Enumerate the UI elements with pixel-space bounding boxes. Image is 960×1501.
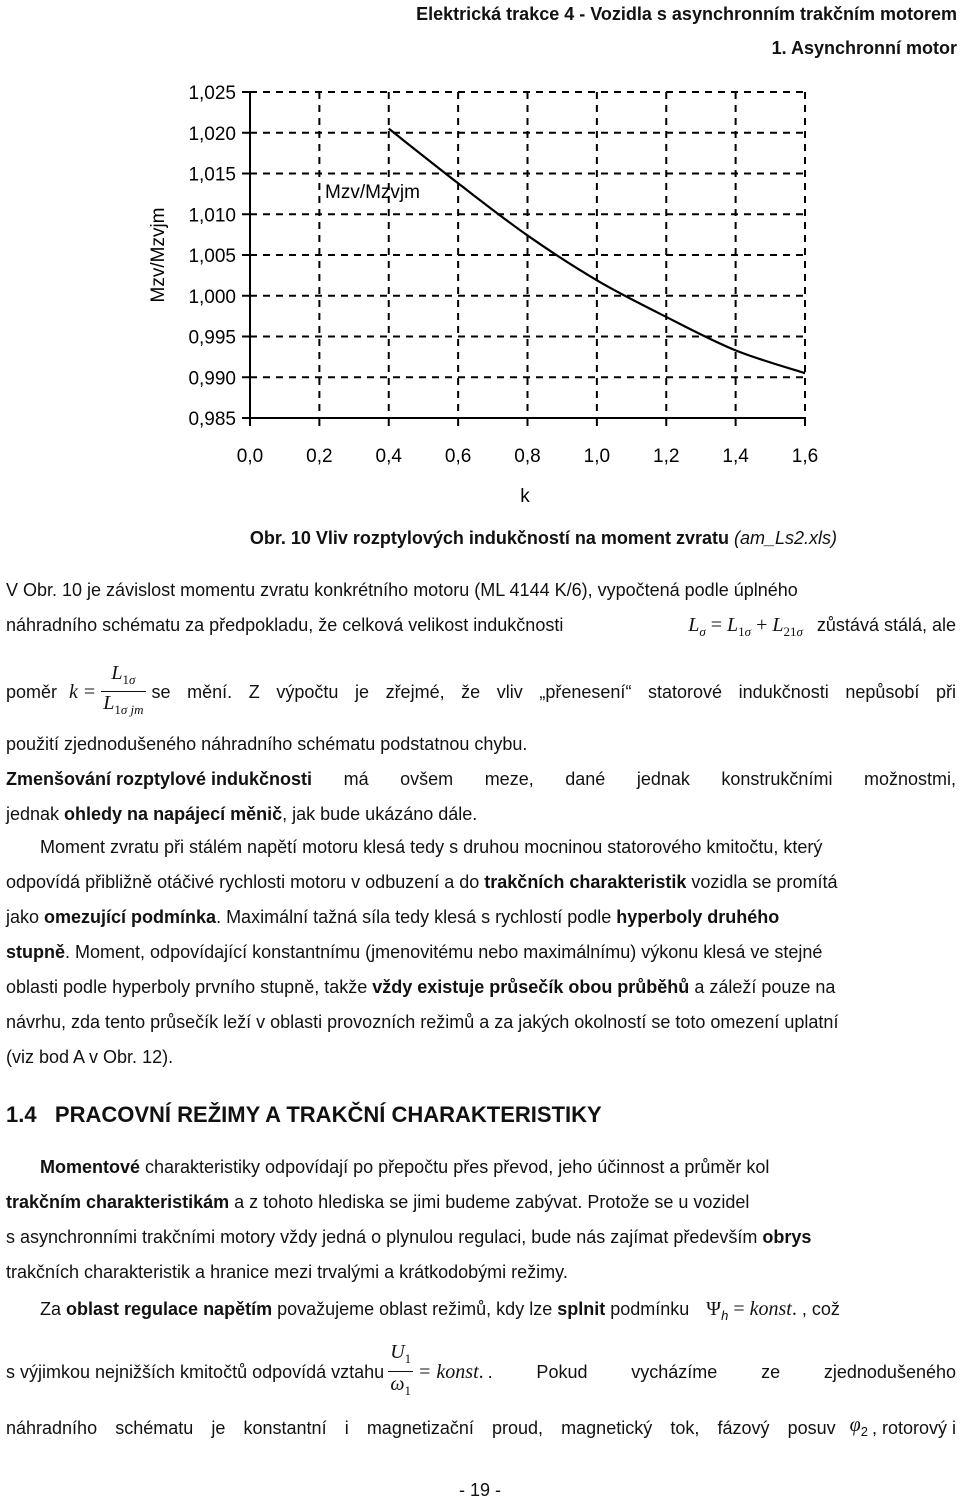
x-tick-label: 1,6	[791, 446, 819, 467]
y-tick-label: 1,025	[188, 83, 236, 104]
header-title: Elektrická trakce 4 - Vozidla s asynchronním trakčním motorem	[416, 4, 957, 24]
p1-line-3b: se mění. Z výpočtu je zřejmé, že vliv „přenesení“ statorové indukčnosti nepůsobí při	[151, 681, 956, 702]
p5-l2b: . Pokud vycházíme ze zjednodušeného	[487, 1361, 956, 1382]
p1-line-4: použití zjednodušeného náhradního schématu podstatnou chybu.	[6, 734, 528, 754]
p3-l4b: . Moment, odpovídající konstantnímu (jmenovitému nebo maximálnímu) výkonu klesá ve stejné	[65, 942, 823, 962]
paragraph-1	[6, 573, 956, 649]
p3-l2c: vozidla se promítá	[686, 872, 838, 892]
figure-caption	[0, 528, 960, 549]
p4-line-3	[6, 1220, 956, 1255]
p5-line-2	[6, 1340, 956, 1403]
y-tick-label: 0,985	[188, 409, 236, 430]
p5-l1b: oblast regulace napětím	[66, 1299, 273, 1319]
p3-line-7: (viz bod A v Obr. 12).	[6, 1047, 174, 1067]
p3-line-1: Moment zvratu při stálém napětí motoru klesá tedy s druhou mocninou statorového kmitočtu, který	[40, 837, 823, 857]
y-tick-label: 1,015	[188, 164, 236, 186]
p4-line-2	[6, 1185, 956, 1220]
p3-line-4	[6, 935, 956, 970]
p5-l1c: považujeme oblast režimů, kdy lze	[272, 1299, 558, 1319]
x-tick-label: 0,4	[375, 446, 402, 467]
y-tick-label: 0,995	[188, 327, 236, 349]
x-tick-label: 1,2	[653, 446, 680, 467]
formula-phi: $\varphi_2$	[849, 1414, 868, 1439]
paragraph-5	[6, 1292, 956, 1333]
p5-l1d: splnit	[557, 1299, 606, 1319]
formula-k: k = $\frac{L_{1\sigma}}{L_{1\sigma jm}}$	[69, 662, 144, 717]
paragraph-3	[6, 830, 956, 1075]
x-axis-label: k	[520, 486, 530, 507]
x-tick-label: 0,2	[306, 446, 333, 467]
x-tick-label: 0,6	[444, 446, 472, 467]
y-tick-label: 1,020	[188, 123, 236, 145]
p3-l5b: vždy existuje průsečík obou průběhů	[372, 977, 690, 997]
p5-l1a: Za	[40, 1299, 67, 1319]
p5-l2a: s výjimkou nejnižších kmitočtů odpovídá vztahu	[6, 1361, 385, 1382]
chart-ticks	[188, 83, 818, 467]
y-tick-label: 1,010	[188, 205, 236, 227]
caption-ref: (am_Ls2.xls)	[733, 528, 837, 548]
x-tick-label: 1,4	[722, 446, 749, 467]
page-number: - 19 -	[458, 1480, 501, 1500]
p2-line-2	[6, 797, 956, 832]
section-heading: 1.4 PRACOVNÍ REŽIMY A TRAKČNÍ CHARAKTERISTIKY	[6, 1102, 602, 1127]
p5-l1e: podmínku	[605, 1299, 690, 1319]
p2-text-3: , jak bude ukázáno dále.	[282, 804, 478, 824]
p3-l3a: jako	[6, 907, 45, 927]
p3-l5a: oblasti podle hyperboly prvního stupně, takže	[6, 977, 373, 997]
p4-l3a: s asynchronními trakčními motory vždy jedná o plynulou regulaci, bude nás zajímat především	[6, 1227, 763, 1247]
p4-l3b: obrys	[762, 1227, 812, 1247]
p4-l2a: trakčním charakteristikám	[6, 1192, 230, 1212]
y-tick-label: 1,000	[188, 286, 236, 308]
chart-grid	[250, 92, 805, 418]
chart	[0, 0, 960, 520]
p2-bold-2: ohledy na napájecí měnič	[64, 804, 283, 824]
p5-l3b: , rotorový i	[871, 1418, 956, 1438]
p3-line-3	[6, 900, 956, 935]
p2-text-2: jednak	[6, 804, 65, 824]
y-axis-label: Mzv/Mzvjm	[148, 207, 169, 303]
y-tick-label: 0,990	[188, 368, 236, 390]
p5-l3a: náhradního schématu je konstantní i magnetizační proud, magnetický tok, fázový posuv	[6, 1418, 836, 1438]
p4-line-4: trakčních charakteristik a hranice mezi trvalými a krátkodobými režimy.	[6, 1262, 568, 1282]
p3-line-5	[6, 970, 956, 1005]
x-tick-label: 1,0	[583, 446, 611, 467]
y-tick-label: 1,005	[188, 246, 236, 267]
x-tick-label: 0,8	[514, 446, 541, 467]
p2-text-1: má ovšem meze, dané jednak konstrukčními možnostmi,	[312, 769, 956, 789]
caption-label: Obr. 10 Vliv rozptylových indukčností na moment zvratu	[249, 528, 729, 548]
p1-line-2a: náhradního schématu za předpokladu, že celková velikost indukčnosti	[6, 615, 564, 635]
p4-l1b: charakteristiky odpovídají po přepočtu přes převod, jeho účinnost a průměr kol	[140, 1157, 770, 1177]
p1-line-1: V Obr. 10 je závislost momentu zvratu konkrétního motoru (ML 4144 K/6), vypočtená podle úplného	[6, 580, 798, 600]
paragraph-2	[6, 762, 956, 832]
header-subtitle: 1. Asynchronní motor	[771, 38, 957, 58]
p1-line-2	[6, 608, 956, 649]
formula-l-sigma: $L_\sigma = L_{1\sigma} + L_{21\sigma}$	[688, 614, 803, 639]
p1-line-3a: poměr	[6, 681, 58, 702]
p3-l3c: . Maximální tažná síla tedy klesá s rychlostí podle	[216, 907, 617, 927]
formula-psi: $\Psi_h$ = konst.	[706, 1298, 797, 1323]
p3-l2b: trakčních charakteristik	[484, 872, 687, 892]
p3-l4a: stupně	[6, 942, 66, 962]
p3-l3d: hyperboly druhého	[616, 907, 780, 927]
p4-l2b: a z tohoto hlediska se jimi budeme zabývat. Protože se u vozidel	[229, 1192, 750, 1212]
x-tick-label: 0,0	[236, 446, 264, 467]
formula-u-omega: $\frac{U_1}{\omega_1}$ = konst .	[390, 1341, 484, 1398]
p3-line-2	[6, 865, 956, 900]
series-annotation: Mzv/Mzvjm	[325, 182, 420, 203]
p2-bold-1: Zmenšování rozptylové indukčnosti	[6, 769, 313, 789]
p3-l2a: odpovídá přibližně otáčivé rychlosti motoru v odbuzení a do	[6, 872, 485, 892]
paragraph-4	[6, 1150, 956, 1290]
p1-line-4-wrap	[6, 727, 956, 762]
p5-line-1	[6, 1292, 956, 1333]
p2-line-1	[6, 762, 956, 797]
p5-line-3	[6, 1408, 956, 1449]
p3-l5c: a záleží pouze na	[689, 977, 836, 997]
p4-l1a: Momentové	[40, 1157, 141, 1177]
p1-line-2b: zůstává stálá, ale	[816, 615, 956, 635]
p4-line-1	[6, 1150, 956, 1185]
p3-line-6: návrhu, zda tento průsečík leží v oblasti provozních režimů a za jakých okolností se toto omezení uplatní	[6, 1012, 839, 1032]
p3-l3b: omezující podmínka	[44, 907, 217, 927]
p5-l1f: , což	[801, 1299, 840, 1319]
ratio-line	[6, 662, 956, 721]
